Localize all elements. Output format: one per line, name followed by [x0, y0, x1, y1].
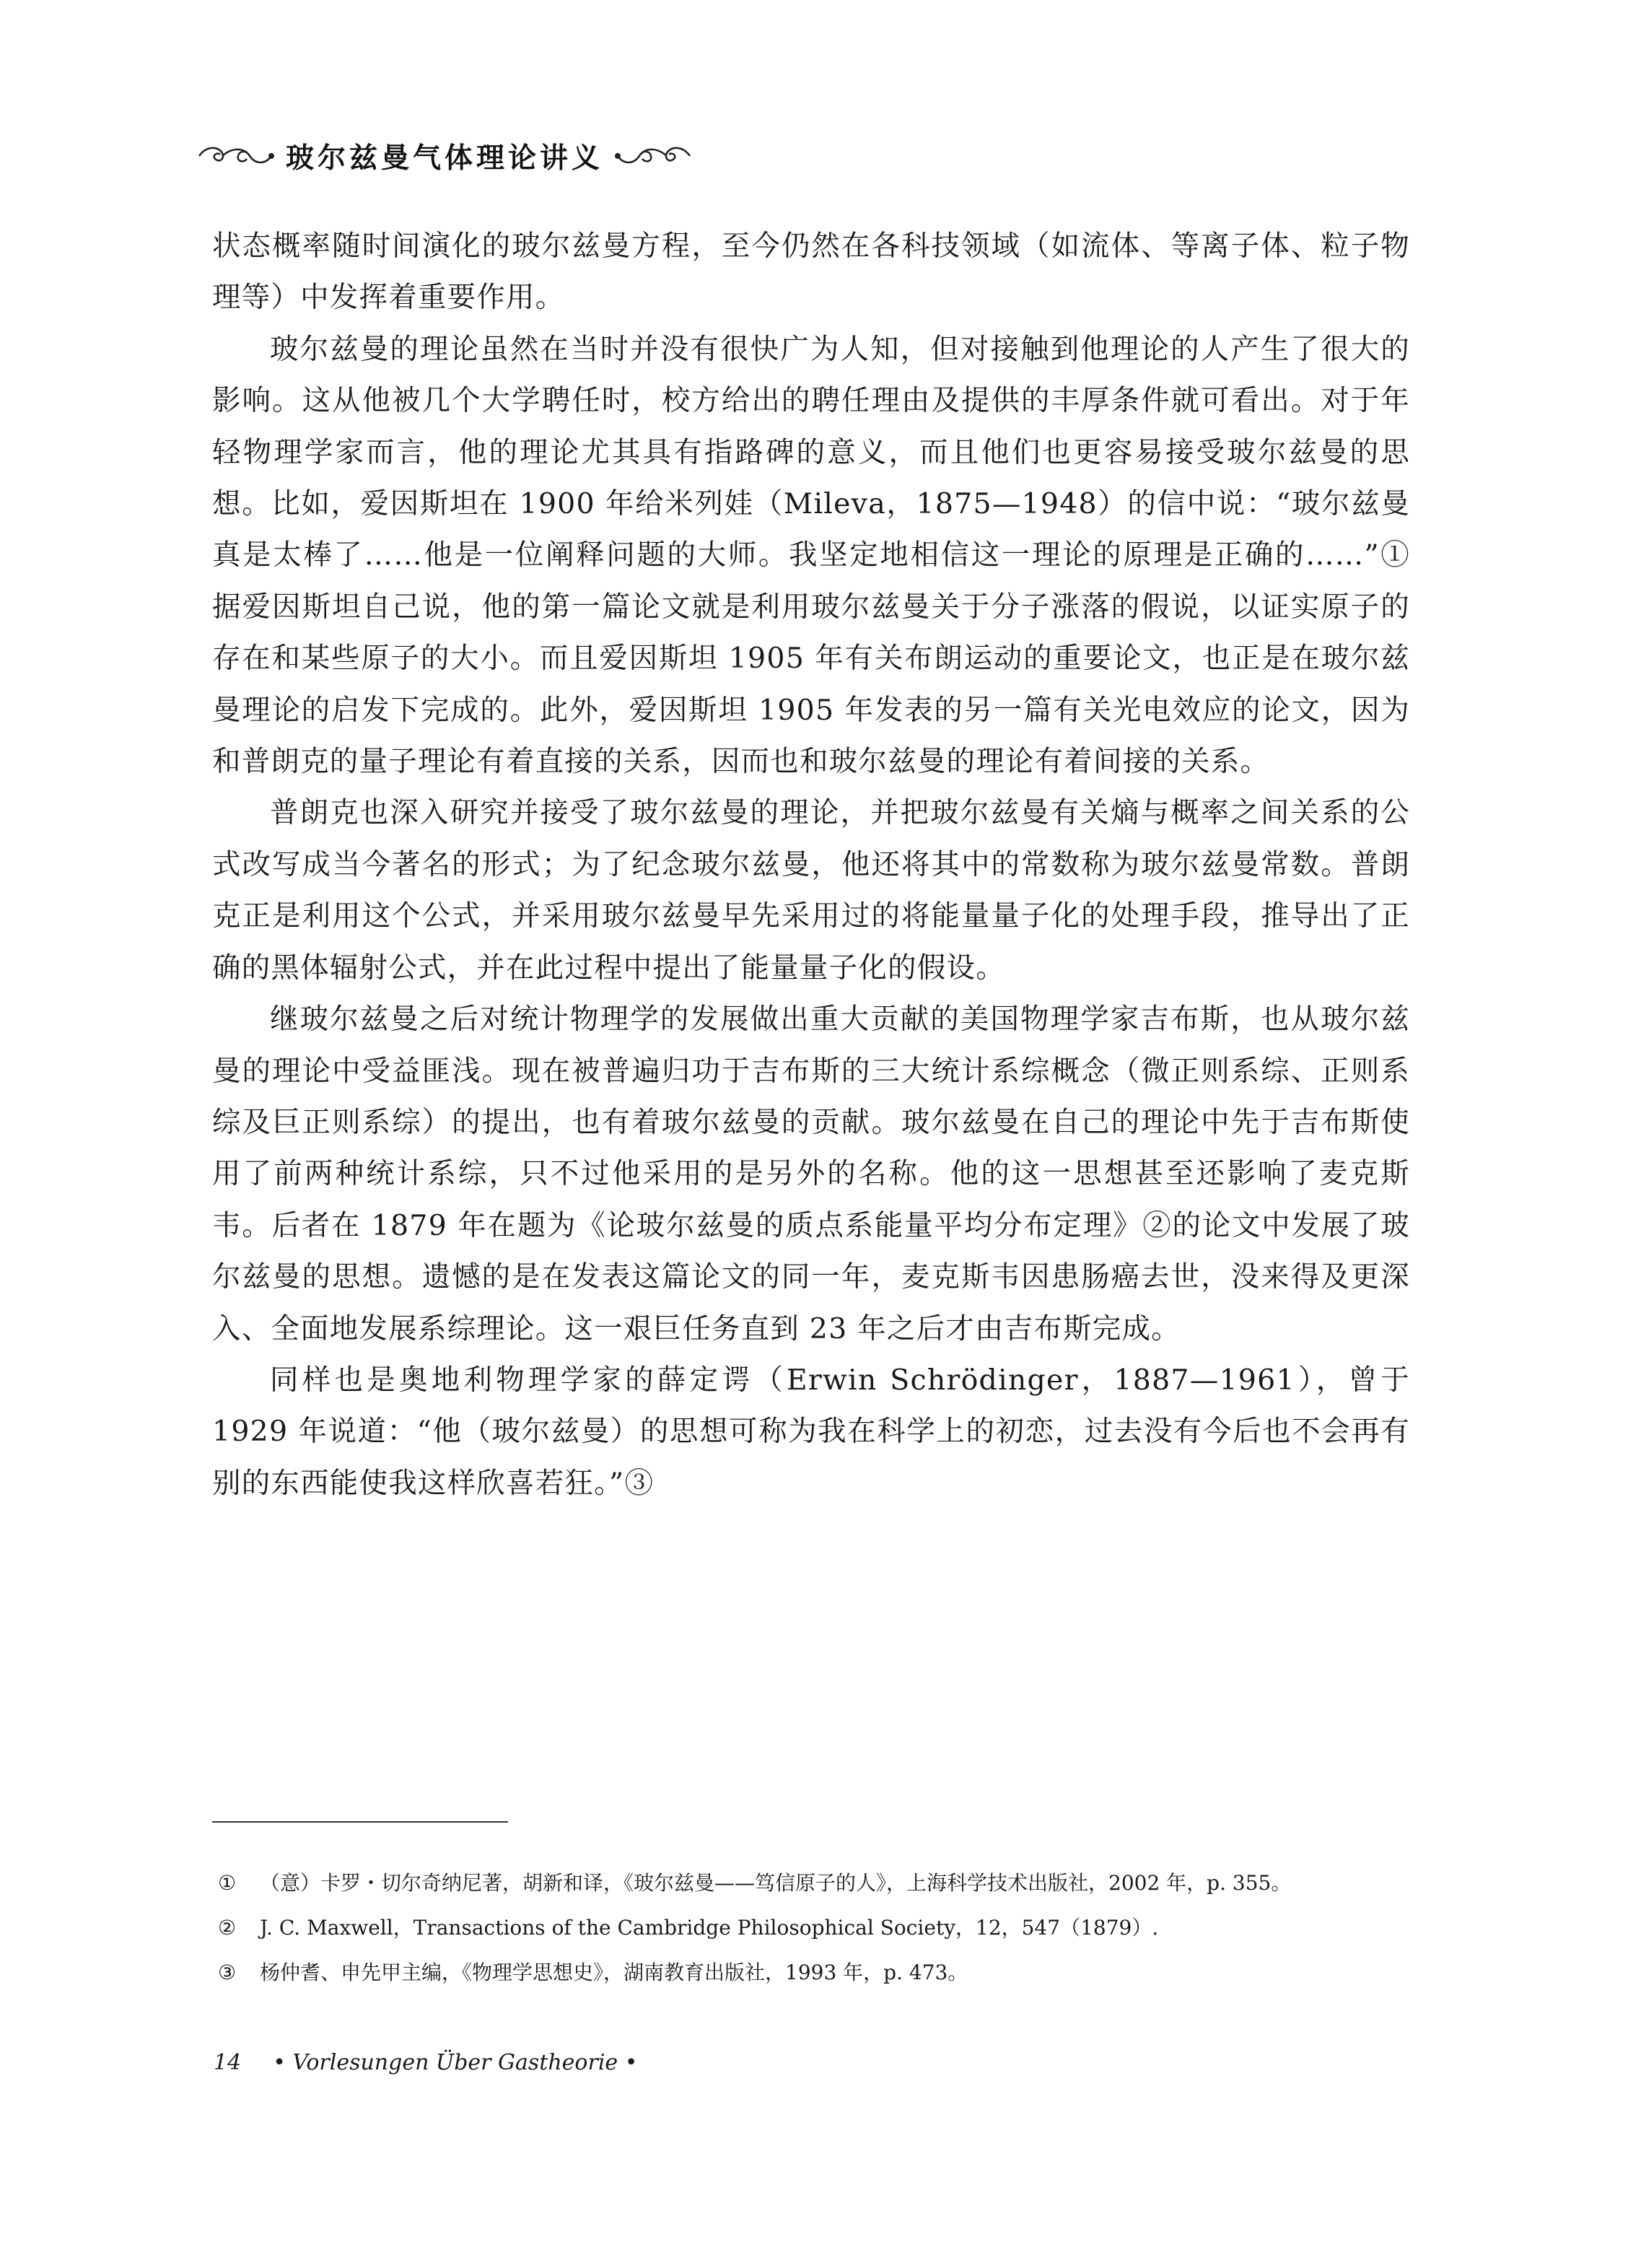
paragraph: 同样也是奥地利物理学家的薛定谔（Erwin Schrödinger，1887—1961），曾于 1929 年说道：“他（玻尔兹曼）的思想可称为我在科学上的初恋，过去没有今后也不会再有别的东西能使我这样欣喜若狂。”③	[212, 1363, 1410, 1500]
footnote-text: 杨仲耆、申先甲主编，《物理学思想史》，湖南教育出版社，1993 年，p. 473。	[260, 1960, 968, 1984]
paragraph: 普朗克也深入研究并接受了玻尔兹曼的理论，并把玻尔兹曼有关熵与概率之间关系的公式改写成当今著名的形式；为了纪念玻尔兹曼，他还将其中的常数称为玻尔兹曼常数。普朗克正是利用这个公式，并采用玻尔兹曼早先采用过的将能量量子化的处理手段，推导出了正确的黑体辐射公式，并在此过程中提出了能量量子化的假设。	[212, 796, 1410, 985]
footnote	[212, 1866, 1410, 1901]
paragraph: 玻尔兹曼的理论虽然在当时并没有很快广为人知，但对接触到他理论的人产生了很大的影响。这从他被几个大学聘任时，校方给出的聘任理由及提供的丰厚条件就可看出。对于年轻物理学家而言，他的理论尤其具有指路碑的意义，而且他们也更容易接受玻尔兹曼的思想。比如，爱因斯坦在 1900 年给米列娃（Mileva，1875—1948）的信中说：“玻尔兹曼真是太棒了……他是一位阐释问题的大师。我坚定地相信这一理论的原理是正确的……”① 据爱因斯坦自己说，他的第一篇论文就是利用玻尔兹曼关于分子涨落的假说，以证实原子的存在和某些原子的大小。而且爱因斯坦 1905 年有关布朗运动的重要论文，也正是在玻尔兹曼理论的启发下完成的。此外，爱因斯坦 1905 年发表的另一篇有关光电效应的论文，因为和普朗克的量子理论有着直接的关系，因而也和玻尔兹曼的理论有着间接的关系。	[212, 332, 1410, 779]
footnote	[212, 1955, 1410, 1990]
footnote-mark: ①	[218, 1871, 237, 1895]
paragraph: 继玻尔兹曼之后对统计物理学的发展做出重大贡献的美国物理学家吉布斯，也从玻尔兹曼的理论中受益匪浅。现在被普遍归功于吉布斯的三大统计系综概念（微正则系综、正则系综及巨正则系综）的提出，也有着玻尔兹曼的贡献。玻尔兹曼在自己的理论中先于吉布斯使用了前两种统计系综，只不过他采用的是另外的名称。他的这一思想甚至还影响了麦克斯韦。后者在 1879 年在题为《论玻尔兹曼的质点系能量平均分布定理》②的论文中发展了玻尔兹曼的思想。遗憾的是在发表这篇论文的同一年，麦克斯韦因患肠癌去世，没来得及更深入、全面地发展系综理论。这一艰巨任务直到 23 年之后才由吉布斯完成。	[212, 1003, 1410, 1345]
footnote-mark: ②	[218, 1916, 237, 1940]
scroll-ornament-left-icon	[196, 141, 276, 170]
footnote-mark: ③	[218, 1960, 237, 1984]
footnote-text: （意）卡罗・切尔奇纳尼著，胡新和译，《玻尔兹曼——笃信原子的人》，上海科学技术出版社，2002 年，p. 355。	[260, 1871, 1292, 1895]
scroll-ornament-right-icon	[613, 141, 693, 170]
paragraph: 状态概率随时间演化的玻尔兹曼方程，至今仍然在各科技领域（如流体、等离子体、粒子物理等）中发挥着重要作用。	[212, 230, 1410, 315]
page-number: 14	[214, 2050, 242, 2075]
footnote-text: J. C. Maxwell，Transactions of the Cambridge Philosophical Society，12，547（1879）.	[260, 1916, 1159, 1940]
footnote	[212, 1911, 1410, 1945]
footnotes	[212, 1866, 1410, 2000]
running-header	[196, 134, 693, 178]
body-text	[212, 221, 1410, 1509]
page-footer	[214, 2050, 637, 2075]
running-header-title: 玻尔兹曼气体理论讲义	[286, 142, 604, 175]
series-title: • Vorlesungen Über Gastheorie •	[273, 2050, 638, 2075]
footnote-separator	[212, 1821, 508, 1823]
